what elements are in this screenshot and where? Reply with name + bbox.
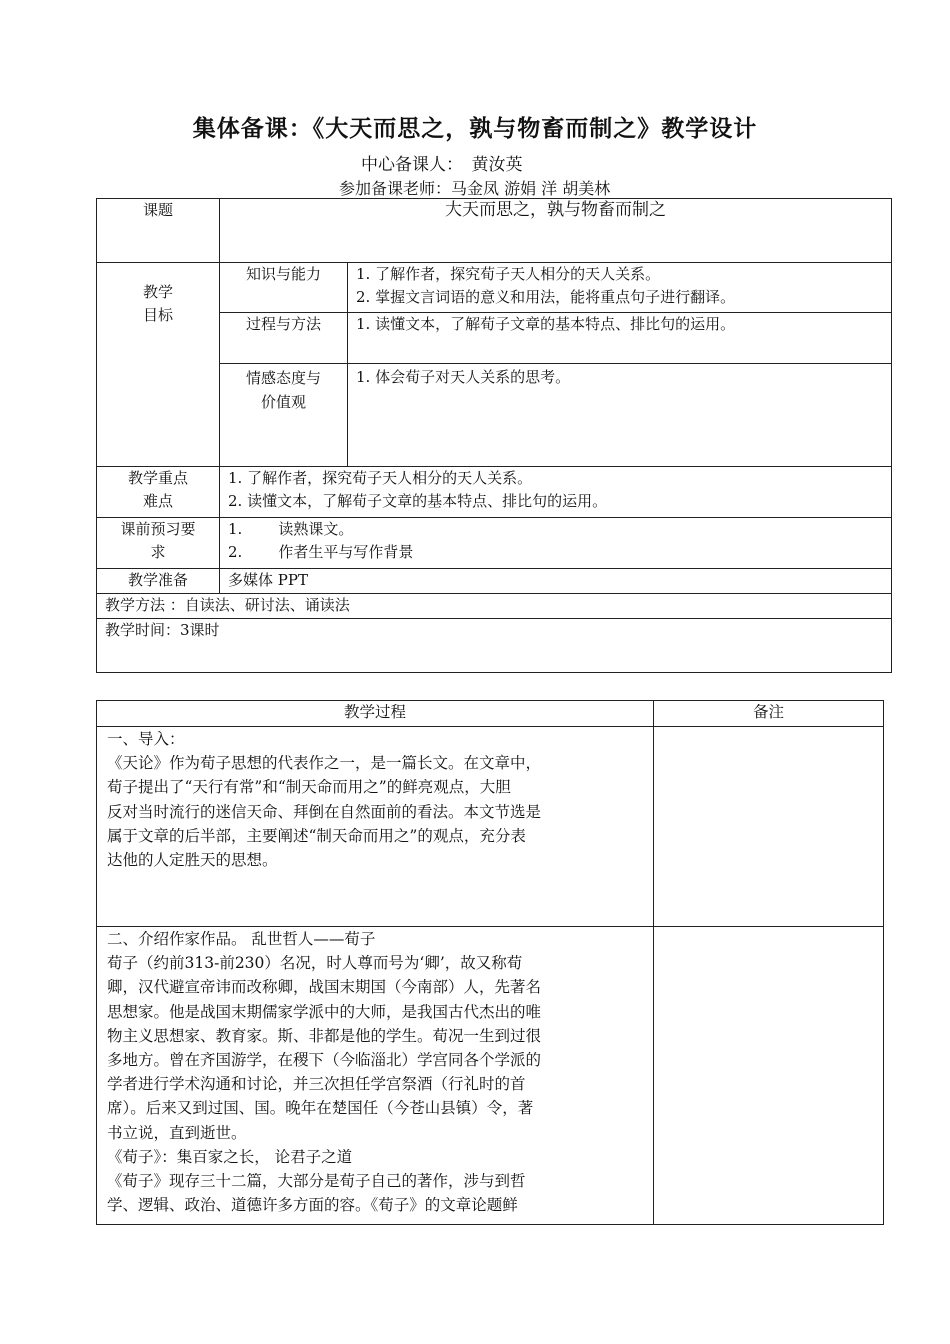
author-line: 《荀子》：集百家之长， 论君子之道 [107,1147,353,1166]
process-section-intro [97,727,884,927]
prep-label: 教学准备 [97,569,220,594]
participants: 参加备课老师：马金凤 游娟 洋 胡美林 [339,179,611,198]
teaching-method: 教学方法 ：自读法、研讨法、诵读法 [97,594,892,619]
emotion-label-line1: 情感态度与 [245,369,321,387]
key-points-label [97,467,220,518]
knowledge-label: 知识与能力 [220,263,348,313]
process-column-header: 教学过程 [97,701,654,727]
preview-label-line2: 求 [150,543,166,561]
intro-notes [654,727,884,927]
emotion-item: 1. 体会荀子对天人关系的思考。 [356,368,571,386]
intro-line: 荀子提出了“天行有常”和“制天命而用之”的鲜亮观点，大胆 [107,778,511,797]
intro-line: 一、导入： [107,730,185,748]
author-line: 荀子（约前313-前230）名况，时人尊而号为‘卿’，故又称荀 [107,954,523,973]
key-label-line1: 教学重点 [127,469,188,487]
author-line: 《荀子》现存三十二篇，大部分是荀子自己的著作，涉与到哲 [107,1172,526,1191]
process-goal-label: 过程与方法 [220,313,348,364]
preview-item-number: 2. [228,543,243,561]
teaching-process-table [96,700,884,1225]
emotion-label-line2: 价值观 [260,393,306,411]
lesson-plan-table [96,198,892,673]
author-content [97,927,654,1225]
preview-item [228,518,891,541]
author-line: 学、逻辑、政治、道德许多方面的容。《荀子》的文章论题鲜 [107,1196,518,1215]
goals-label [97,263,220,467]
author-line: 多地方。曾在齐国游学，在稷下（今临淄北）学宫同各个学派的 [107,1051,542,1070]
emotion-label [220,364,348,467]
method-row [97,594,892,619]
preview-items [220,518,892,569]
teaching-time: 教学时间：3课时 [97,619,892,673]
author-line: 卿，汉代避宣帝讳而改称卿，战国末期国（今南部）人，先著名 [107,978,542,997]
knowledge-item: 1. 了解作者，探究荀子天人相分的天人关系。 [356,265,661,283]
process-header-row [97,701,884,727]
process-goal-items [348,313,892,364]
knowledge-row [97,263,892,313]
key-points-row [97,467,892,518]
notes-column-header: 备注 [654,701,884,727]
topic-value: 大天而思之，孰与物畜而制之 [220,199,892,263]
lead-preparer: 中心备课人： 黄汝英 [361,155,523,175]
author-line: 物主义思想家、教育家。斯、非都是他的学生。荀况一生到过很 [107,1026,542,1045]
author-line: 二、介绍作家作品。 乱世哲人——荀子 [107,930,376,948]
intro-line: 《天论》作为荀子思想的代表作之一，是一篇长文。在文章中， [107,754,542,773]
goals-label-line2: 目标 [142,306,173,324]
document-title: 集体备课：《大天而思之，孰与物畜而制之》教学设计 [192,116,758,142]
preview-item-text: 作者生平与写作背景 [278,543,414,561]
process-goal-item: 1. 读懂文本，了解荀子文章的基本特点、排比句的运用。 [356,315,736,333]
intro-line: 达他的人定胜天的思想。 [107,851,278,870]
author-notes [654,927,884,1225]
knowledge-item: 2. 掌握文言词语的意义和用法，能将重点句子进行翻译。 [356,288,736,306]
preview-item [228,541,891,564]
author-line: 学者进行学术沟通和讨论，并三次担任学宫祭酒（行礼时的首 [107,1075,526,1094]
prep-value: 多媒体 PPT [220,569,892,594]
prep-row [97,569,892,594]
key-point-item: 1. 了解作者，探究荀子天人相分的天人关系。 [228,469,533,487]
goals-label-line1: 教学 [142,283,173,301]
intro-line: 反对当时流行的迷信天命、拜倒在自然面前的看法。本文节选是 [107,802,542,821]
preview-item-text: 读熟课文。 [278,520,354,538]
author-line: 思想家。他是战国末期儒家学派中的大师，是我国古代杰出的唯 [107,1002,542,1021]
intro-content [97,727,654,927]
topic-label: 课题 [97,199,220,263]
key-points-items [220,467,892,518]
key-label-line2: 难点 [142,492,173,510]
time-row [97,619,892,673]
preview-label-line1: 课前预习要 [120,520,196,538]
preview-label [97,518,220,569]
author-line: 席）。后来又到过国、国。晚年在楚国任（今苍山县镇）令，著 [107,1099,534,1118]
intro-line: 属于文章的后半部，主要阐述“制天命而用之”的观点，充分表 [107,826,526,845]
key-point-item: 2. 读懂文本，了解荀子文章的基本特点、排比句的运用。 [228,492,608,510]
author-line: 书立说，直到逝世。 [107,1123,247,1142]
preview-row [97,518,892,569]
process-section-author [97,927,884,1225]
knowledge-items [348,263,892,313]
preview-item-number: 1. [228,520,243,538]
emotion-items [348,364,892,467]
topic-row [97,199,892,263]
